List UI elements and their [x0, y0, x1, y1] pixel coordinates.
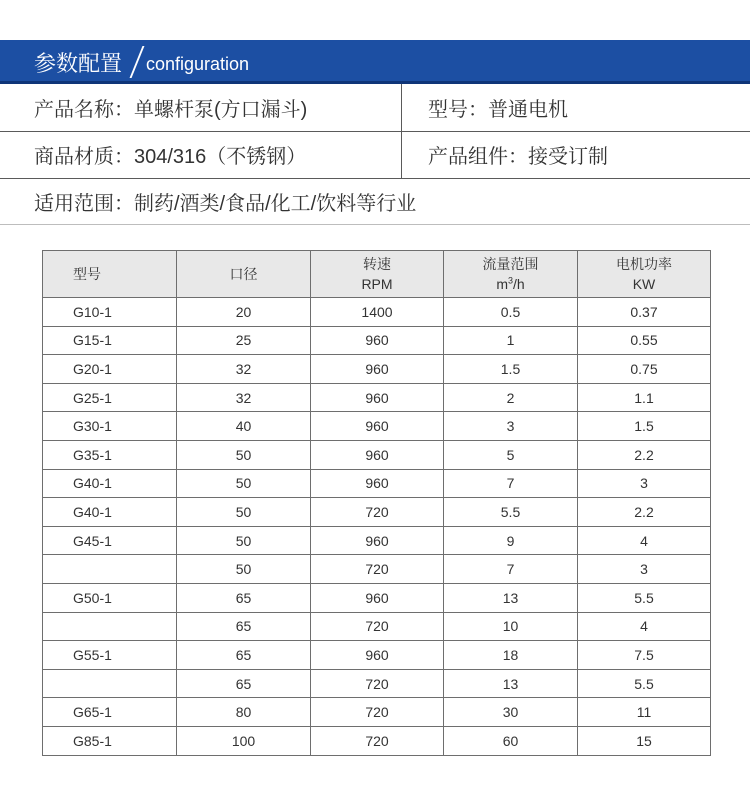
info-divider	[401, 131, 402, 178]
cell-speed: 720	[311, 698, 444, 727]
cell-model: G50-1	[43, 583, 177, 612]
cell-speed: 720	[311, 669, 444, 698]
cell-bore: 40	[177, 412, 311, 441]
cell-bore: 20	[177, 298, 311, 327]
flow-unit-rest: /h	[513, 276, 525, 292]
cell-speed: 960	[311, 440, 444, 469]
material-text: 商品材质：304/316（不锈钢）	[34, 146, 307, 168]
header-flow-unit	[444, 274, 577, 294]
cell-power: 3	[578, 469, 711, 498]
model-text: 型号：普通电机	[428, 99, 568, 121]
cell-power: 4	[578, 612, 711, 641]
product-name-text: 产品名称：单螺杆泵(方口漏斗)	[34, 99, 308, 121]
cell-power: 7.5	[578, 641, 711, 670]
cell-model: G45-1	[43, 526, 177, 555]
table-row	[43, 355, 711, 384]
flow-unit-m: m	[496, 276, 508, 292]
cell-speed: 960	[311, 355, 444, 384]
table-row	[43, 440, 711, 469]
banner-title-cn: 参数配置	[34, 51, 123, 76]
cell-bore: 32	[177, 355, 311, 384]
table-row	[43, 412, 711, 441]
cell-speed: 960	[311, 326, 444, 355]
cell-bore: 65	[177, 583, 311, 612]
cell-model: G30-1	[43, 412, 177, 441]
table-row	[43, 469, 711, 498]
cell-bore: 65	[177, 641, 311, 670]
cell-flow: 18	[444, 641, 578, 670]
cell-bore: 65	[177, 612, 311, 641]
table-row	[43, 498, 711, 527]
cell-power: 15	[578, 726, 711, 755]
cell-power: 3	[578, 555, 711, 584]
table-row	[43, 526, 711, 555]
flow-unit-exp: 3	[507, 275, 513, 286]
table-row	[43, 326, 711, 355]
cell-model: G85-1	[43, 726, 177, 755]
cell-model: G35-1	[43, 440, 177, 469]
cell-speed: 960	[311, 383, 444, 412]
table-row	[43, 383, 711, 412]
cell-power: 4	[578, 526, 711, 555]
cell-model: G65-1	[43, 698, 177, 727]
header-flow-label: 流量范围	[482, 256, 539, 272]
components-text: 产品组件：接受订制	[428, 146, 608, 168]
table-header-row	[43, 251, 711, 298]
table-row	[43, 698, 711, 727]
cell-model: G10-1	[43, 298, 177, 327]
cell-model: G15-1	[43, 326, 177, 355]
cell-flow: 1	[444, 326, 578, 355]
cell-flow: 3	[444, 412, 578, 441]
cell-speed: 1400	[311, 298, 444, 327]
cell-model: G55-1	[43, 641, 177, 670]
cell-speed: 960	[311, 412, 444, 441]
cell-bore: 50	[177, 498, 311, 527]
cell-bore: 25	[177, 326, 311, 355]
header-power	[578, 251, 711, 298]
cell-flow: 2	[444, 383, 578, 412]
table-row	[43, 726, 711, 755]
cell-power: 5.5	[578, 583, 711, 612]
cell-bore: 50	[177, 440, 311, 469]
cell-flow: 1.5	[444, 355, 578, 384]
cell-bore: 100	[177, 726, 311, 755]
cell-speed: 960	[311, 583, 444, 612]
cell-model: G25-1	[43, 383, 177, 412]
header-bore: 口径	[177, 251, 311, 298]
cell-power: 2.2	[578, 440, 711, 469]
cell-flow: 7	[444, 469, 578, 498]
cell-flow: 13	[444, 583, 578, 612]
header-flow	[444, 251, 578, 298]
cell-power: 1.5	[578, 412, 711, 441]
cell-speed: 720	[311, 612, 444, 641]
info-row-material-components	[0, 131, 750, 179]
header-power-label: 电机功率	[616, 256, 672, 272]
scope-text: 适用范围：制药/酒类/食品/化工/饮料等行业	[34, 193, 417, 215]
cell-speed: 720	[311, 555, 444, 584]
info-row-scope	[0, 179, 750, 225]
spec-table	[42, 250, 711, 756]
banner-title-en: configuration	[146, 54, 250, 74]
table-row	[43, 669, 711, 698]
cell-speed: 960	[311, 641, 444, 670]
spec-table-body	[43, 298, 711, 756]
cell-model	[43, 612, 177, 641]
cell-speed: 960	[311, 469, 444, 498]
cell-model: G20-1	[43, 355, 177, 384]
cell-bore: 65	[177, 669, 311, 698]
table-row	[43, 298, 711, 327]
cell-model	[43, 669, 177, 698]
cell-power: 5.5	[578, 669, 711, 698]
cell-flow: 7	[444, 555, 578, 584]
cell-power: 2.2	[578, 498, 711, 527]
cell-model	[43, 555, 177, 584]
info-divider	[401, 84, 402, 131]
table-row	[43, 612, 711, 641]
cell-flow: 5.5	[444, 498, 578, 527]
banner-slash-divider	[130, 46, 144, 78]
cell-flow: 5	[444, 440, 578, 469]
table-row	[43, 555, 711, 584]
cell-flow: 13	[444, 669, 578, 698]
header-power-unit: KW	[632, 276, 656, 292]
cell-model: G40-1	[43, 469, 177, 498]
cell-model: G40-1	[43, 498, 177, 527]
cell-bore: 32	[177, 383, 311, 412]
cell-bore: 50	[177, 526, 311, 555]
cell-bore: 50	[177, 469, 311, 498]
cell-power: 11	[578, 698, 711, 727]
cell-power: 0.75	[578, 355, 711, 384]
table-row	[43, 583, 711, 612]
cell-speed: 720	[311, 726, 444, 755]
cell-flow: 10	[444, 612, 578, 641]
cell-speed: 960	[311, 526, 444, 555]
cell-flow: 9	[444, 526, 578, 555]
header-speed-label: 转速	[363, 256, 391, 272]
table-row	[43, 641, 711, 670]
cell-bore: 80	[177, 698, 311, 727]
config-banner	[0, 40, 750, 84]
header-model: 型号	[43, 251, 177, 298]
cell-speed: 720	[311, 498, 444, 527]
cell-power: 0.37	[578, 298, 711, 327]
header-speed	[311, 251, 444, 298]
cell-flow: 30	[444, 698, 578, 727]
cell-power: 0.55	[578, 326, 711, 355]
cell-bore: 50	[177, 555, 311, 584]
info-row-name-model	[0, 84, 750, 132]
cell-power: 1.1	[578, 383, 711, 412]
cell-flow: 0.5	[444, 298, 578, 327]
cell-flow: 60	[444, 726, 578, 755]
header-speed-unit: RPM	[361, 276, 393, 292]
